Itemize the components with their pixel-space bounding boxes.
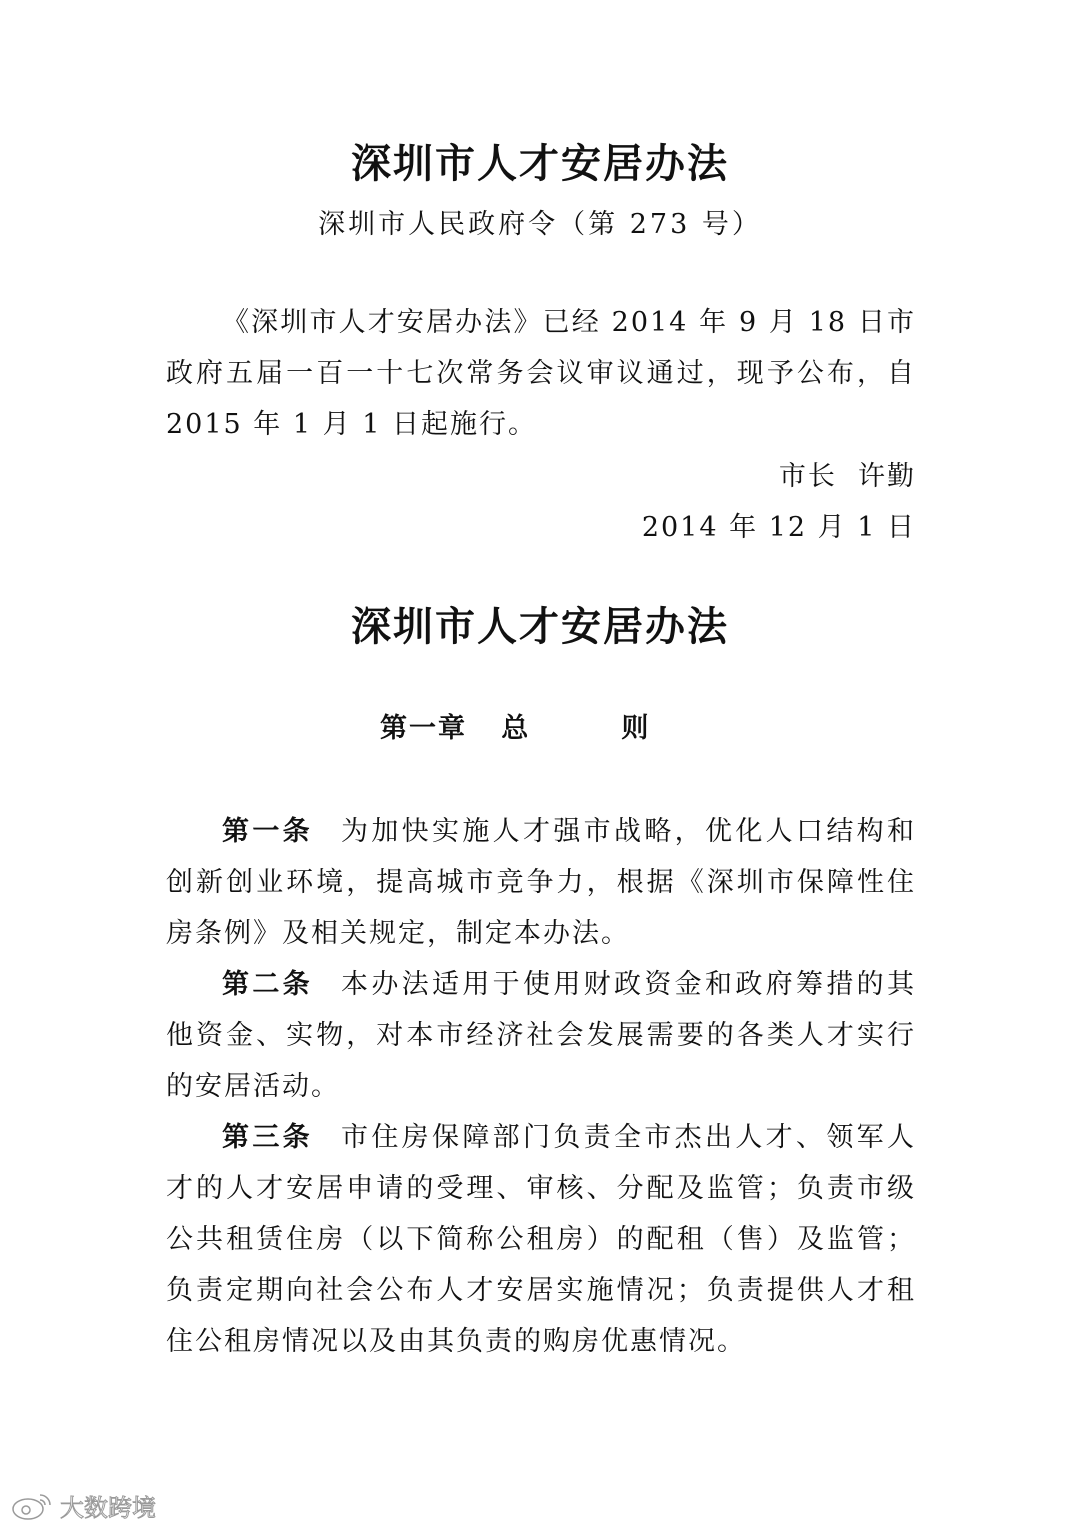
article-1: [166, 806, 916, 959]
article-label: 第三条: [222, 1122, 313, 1153]
article-2: [166, 959, 916, 1112]
signature: 市长 许勤: [778, 461, 916, 492]
article-text: 为加快实施人才强市战略，优化人口结构和创新创业环境，提高城市竞争力，根据《深圳市保障性住房条例》及相关规定，制定本办法。: [166, 816, 916, 949]
body-title: 深圳市人才安居办法: [351, 604, 729, 650]
watermark: [10, 1488, 156, 1523]
article-text: 市住房保障部门负责全市杰出人才、领军人才的人才安居申请的受理、审核、分配及监管；负责市级公共租赁住房（以下简称公租房）的配租（售）及监管；负责定期向社会公布人才安居实施情况；负责提供人才租住公租房情况以及由其负责的购房优惠情况。: [166, 1122, 916, 1357]
weibo-logo-icon: [10, 1491, 54, 1521]
article-label: 第二条: [222, 969, 313, 1000]
article-3: [166, 1112, 916, 1367]
article-text: 本办法适用于使用财政资金和政府筹措的其他资金、实物，对本市经济社会发展需要的各类人才实行的安居活动。: [166, 969, 916, 1102]
intro-section: [166, 297, 916, 450]
issue-date: 2014 年 12 月 1 日: [641, 512, 916, 543]
document-title: 深圳市人才安居办法: [351, 141, 729, 187]
article-label: 第一条: [222, 816, 313, 847]
chapter-heading: 第一章 总 则: [380, 713, 651, 744]
articles-section: [166, 806, 916, 1367]
watermark-text: 大数跨境: [60, 1494, 156, 1522]
decree-number: 深圳市人民政府令（第 273 号）: [318, 209, 762, 240]
intro-paragraph: 《深圳市人才安居办法》已经 2014 年 9 月 18 日市政府五届一百一十七次常务会议审议通过，现予公布，自 2015 年 1 月 1 日起施行。: [166, 307, 916, 440]
